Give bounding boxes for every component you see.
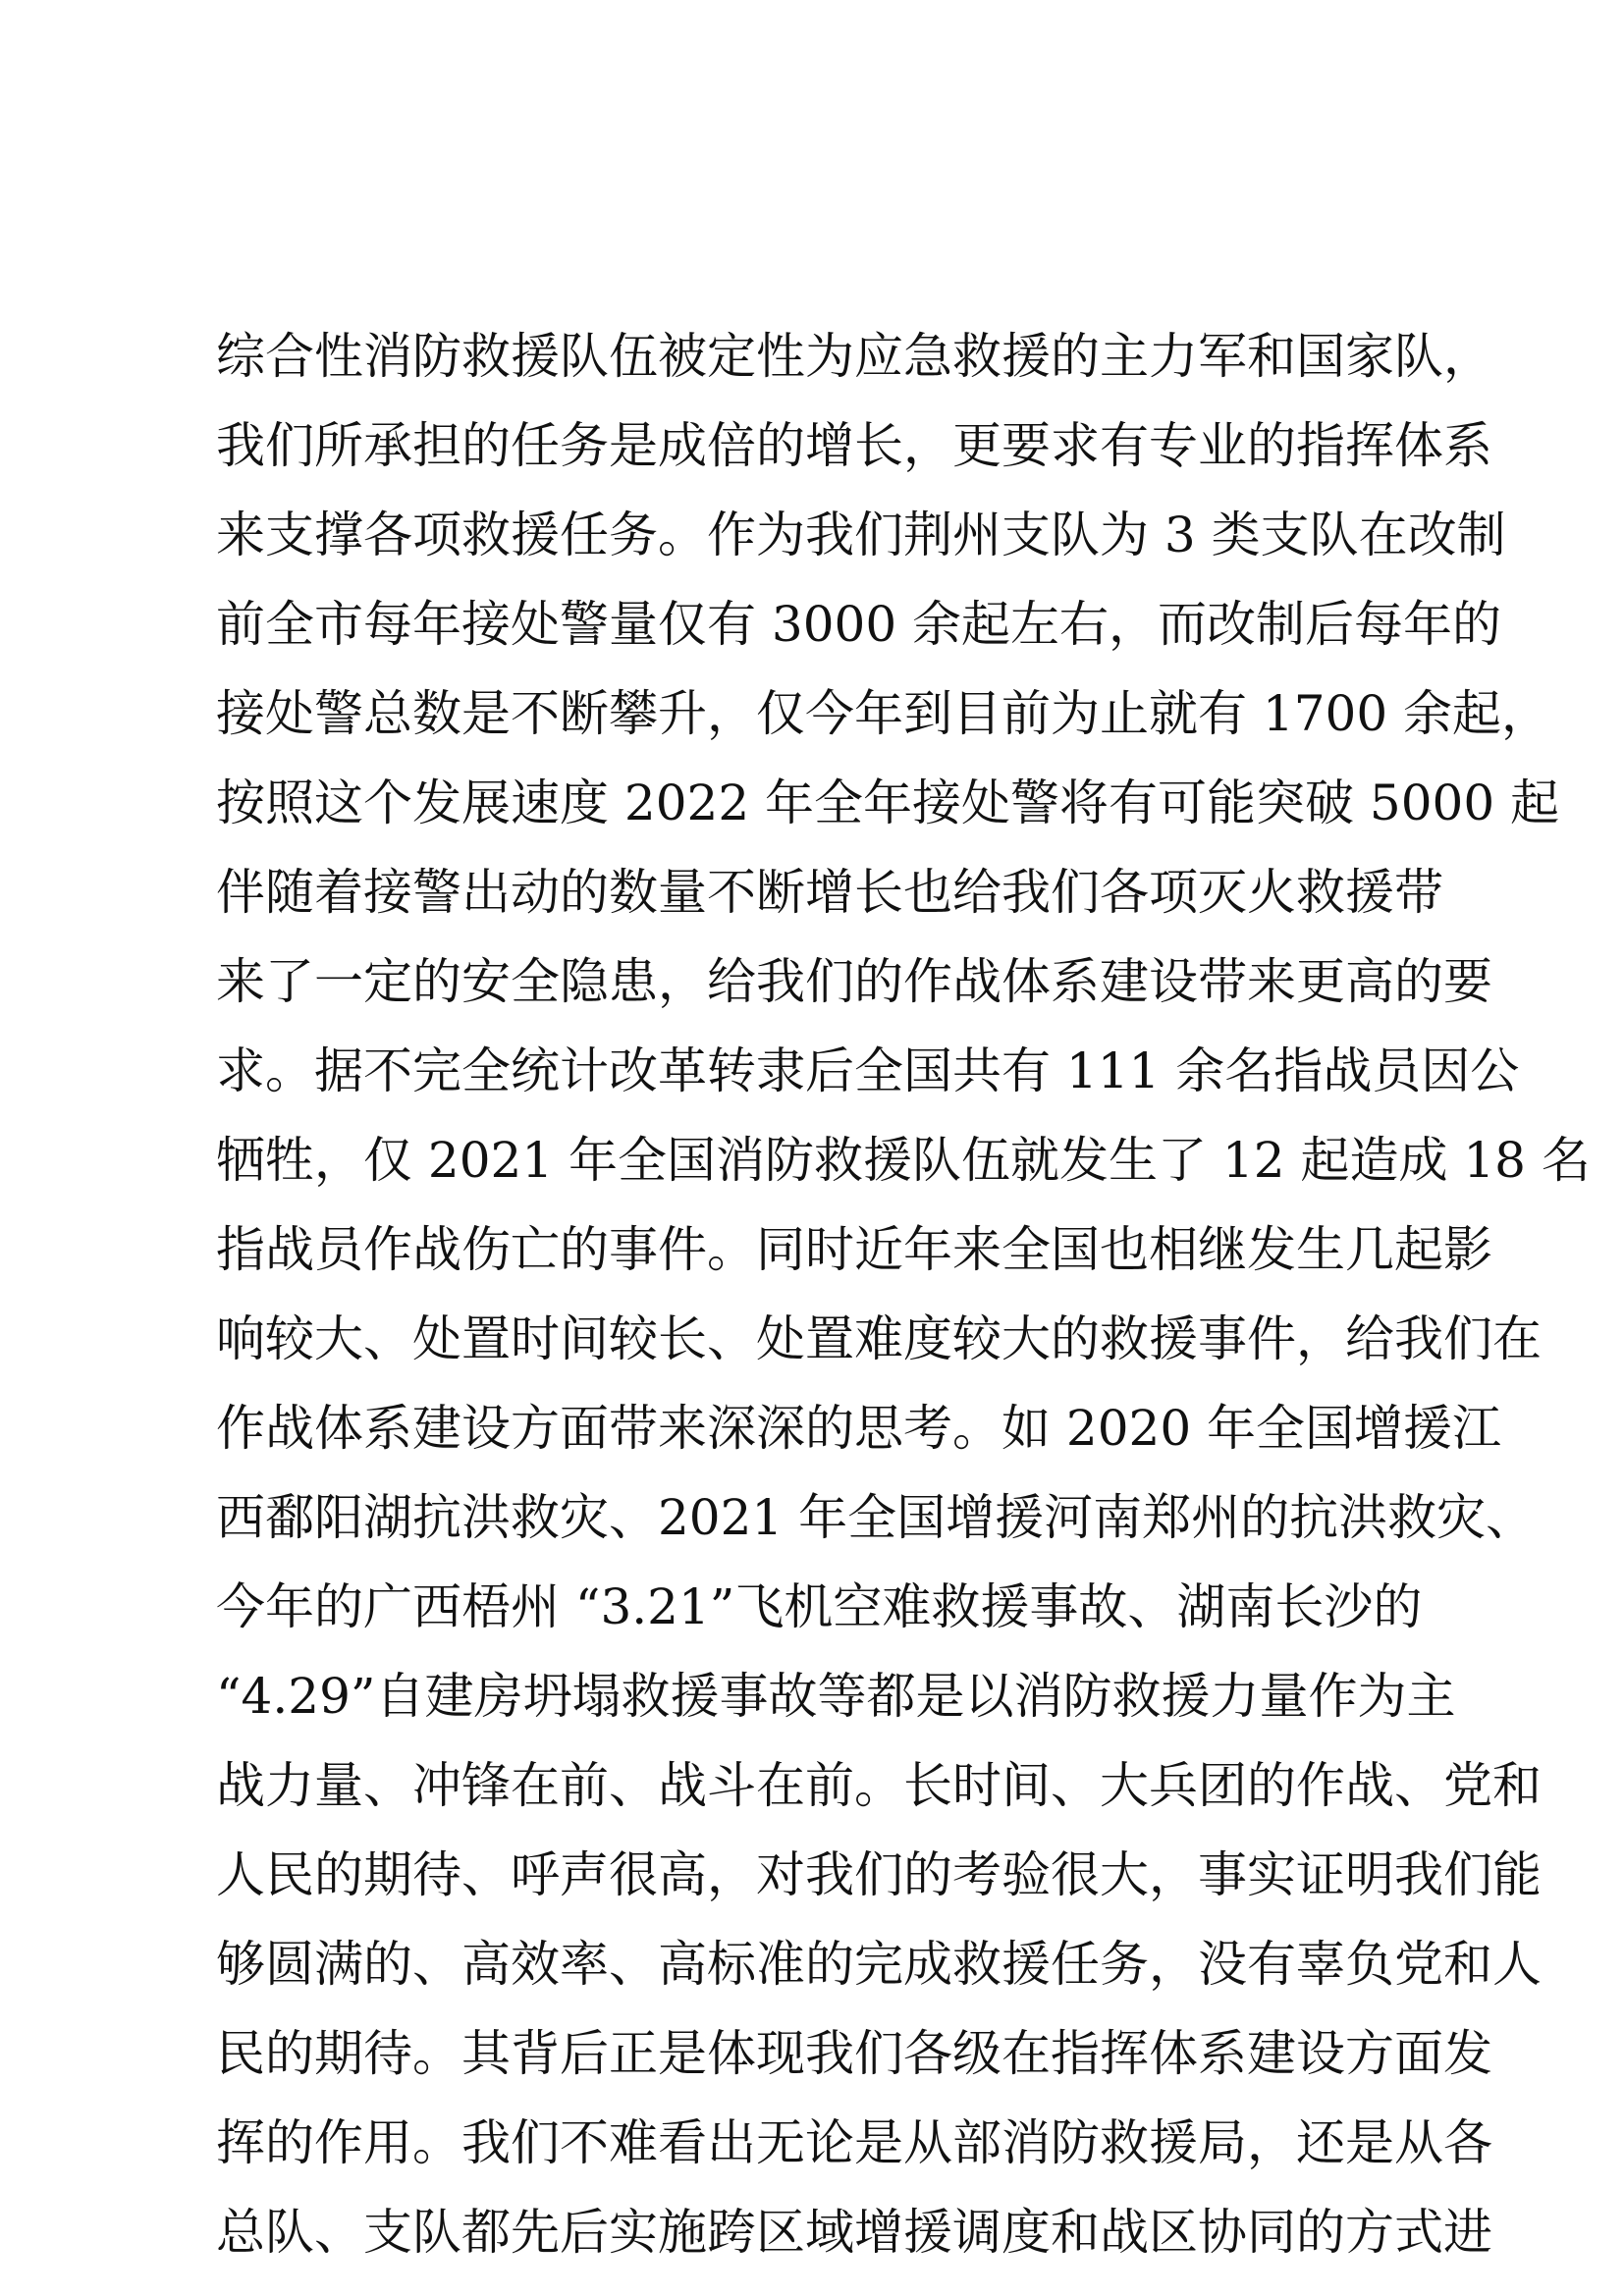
text-line: 作战体系建设方面带来深深的思考。如 2020 年全国增援江: [216, 1400, 1502, 1457]
text-line: 战力量、冲锋在前、战斗在前。长时间、大兵团的作战、党和: [216, 1757, 1542, 1814]
text-line: 牺牲，仅 2021 年全国消防救援队伍就发生了 12 起造成 18 名: [216, 1132, 1591, 1189]
body-paragraph: [216, 312, 1591, 2277]
text-line: 接处警总数是不断攀升，仅今年到目前为止就有 1700 余起，: [216, 685, 1551, 742]
text-line: 指战员作战伤亡的事件。同时近年来全国也相继发生几起影: [216, 1221, 1492, 1278]
text-line: “4.29”自建房坍塌救援事故等都是以消防救援力量作为主: [216, 1668, 1456, 1725]
text-line: 我们所承担的任务是成倍的增长，更要求有专业的指挥体系: [216, 417, 1492, 474]
text-line: 按照这个发展速度 2022 年全年接处警将有可能突破 5000 起: [216, 774, 1560, 831]
text-line: 挥的作用。我们不难看出无论是从部消防救援局，还是从各: [216, 2114, 1492, 2171]
text-line: 民的期待。其背后正是体现我们各级在指挥体系建设方面发: [216, 2025, 1492, 2082]
text-line: 来支撑各项救援任务。作为我们荆州支队为 3 类支队在改制: [216, 507, 1506, 563]
text-line: 今年的广西梧州 “3.21”飞机空难救援事故、湖南长沙的: [216, 1578, 1423, 1635]
text-line: 综合性消防救援队伍被定性为应急救援的主力军和国家队，: [216, 328, 1492, 385]
text-line: 西鄱阳湖抗洪救灾、2021 年全国增援河南郑州的抗洪救灾、: [216, 1489, 1536, 1546]
text-line: 总队、支队都先后实施跨区域增援调度和战区协同的方式进: [216, 2204, 1492, 2261]
text-line: 够圆满的、高效率、高标准的完成救援任务，没有辜负党和人: [216, 1936, 1542, 1993]
text-line: 来了一定的安全隐患，给我们的作战体系建设带来更高的要: [216, 953, 1492, 1010]
text-line: 人民的期待、呼声很高，对我们的考验很大，事实证明我们能: [216, 1846, 1542, 1903]
text-line: 求。据不完全统计改革转隶后全国共有 111 余名指战员因公: [216, 1042, 1520, 1099]
text-line: 伴随着接警出动的数量不断增长也给我们各项灭火救援带: [216, 864, 1443, 921]
text-line: 响较大、处置时间较长、处置难度较大的救援事件，给我们在: [216, 1310, 1542, 1367]
text-line: 前全市每年接处警量仅有 3000 余起左右，而改制后每年的: [216, 596, 1502, 653]
